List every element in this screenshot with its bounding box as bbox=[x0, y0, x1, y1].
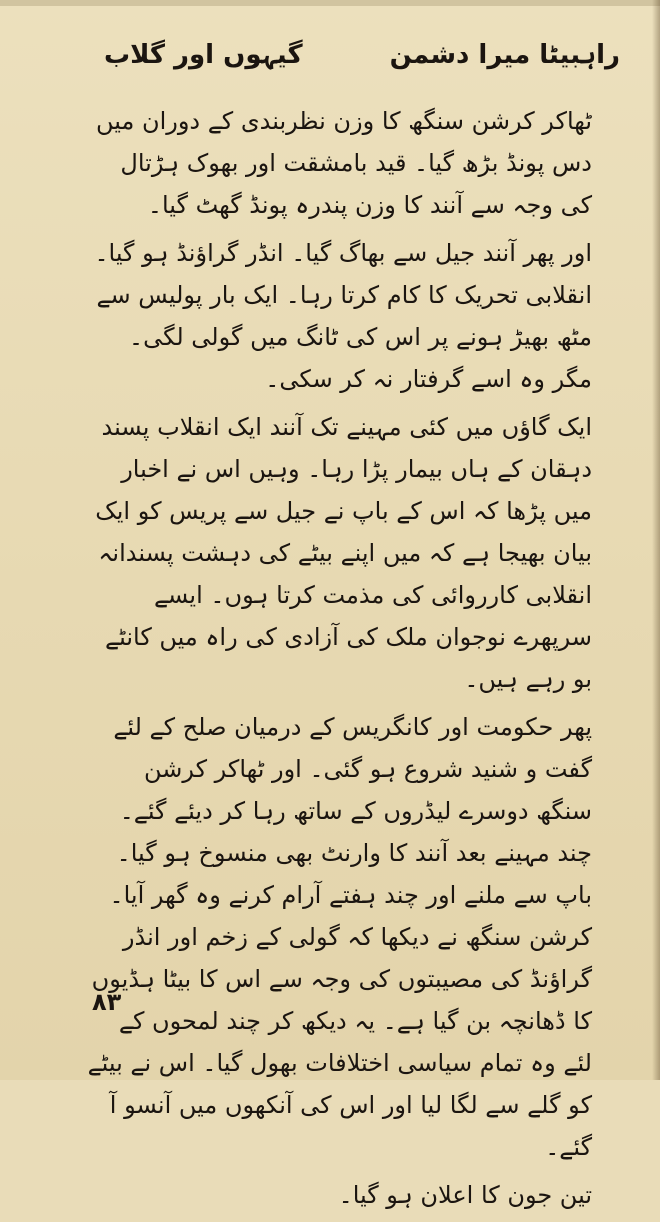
paragraph: ٹھاکر کرشن سنگھ کا وزن نظربندی کے دوران میں دس پونڈ بڑھ گیا۔ قید بامشقت اور بھوک ہڑتال کی وجہ سے آنند کا وزن پندرہ پونڈ گھٹ گیا۔ bbox=[95, 107, 592, 219]
running-header-left: گیہوں اور گلاب bbox=[104, 40, 303, 70]
body-text bbox=[86, 100, 610, 1222]
running-header-right: راہبیٹا میرا دشمن bbox=[389, 40, 620, 70]
paragraph: اور پھر آنند جیل سے بھاگ گیا۔ انڈر گراؤنڈ ہو گیا۔ انقلابی تحریک کا کام کرتا رہا۔ ایک بار پولیس سے مٹھ بھیڑ ہونے پر اس کی ٹانگ میں گولی لگی۔ مگر وہ اسے گرفتار نہ کر سکی۔ bbox=[94, 239, 592, 393]
running-header bbox=[70, 40, 620, 84]
page-spine-shadow bbox=[652, 0, 660, 1080]
page-edge bbox=[0, 0, 660, 6]
paragraph: ایک گاؤں میں کئی مہینے تک آنند ایک انقلاب پسند دہقان کے ہاں بیمار پڑا رہا۔ وہیں اس نے اخبار میں پڑھا کہ اس کے باپ نے جیل سے پریس کو ایک بیان بھیجا ہے کہ میں اپنے بیٹے کی دہشت پسندانہ انقلابی کارروائی کی مذمت کرتا ہوں۔ ایسے سرپھرے نوجوان ملک کی آزادی کی راہ میں کانٹے بو رہے ہیں۔ bbox=[95, 413, 592, 693]
paragraph: تین جون کا اعلان ہو گیا۔ bbox=[338, 1181, 592, 1209]
paragraph: پھر حکومت اور کانگریس کے درمیان صلح کے لئے گفت و شنید شروع ہو گئی۔ اور ٹھاکر کرشن سنگھ دوسرے لیڈروں کے ساتھ رہا کر دیئے گئے۔ چند مہینے بعد آنند کا وارنٹ بھی منسوخ ہو گیا۔ باپ سے ملنے اور چند ہفتے آرام کرنے وہ گھر آیا۔ کرشن سنگھ نے دیکھا کہ گولی کے زخم اور انڈر گراؤنڈ کی مصیبتوں کی وجہ سے اس کا بیٹا ہڈیوں کا ڈھانچہ بن گیا ہے۔ یہ دیکھ کر چند لمحوں کے لئے وہ تمام سیاسی اختلافات بھول گیا۔ اس نے بیٹے کو گلے سے لگا لیا اور اس کی آنکھوں میں آنسو آ گئے۔ bbox=[87, 713, 592, 1161]
page-number: ۸۳ bbox=[92, 988, 122, 1016]
